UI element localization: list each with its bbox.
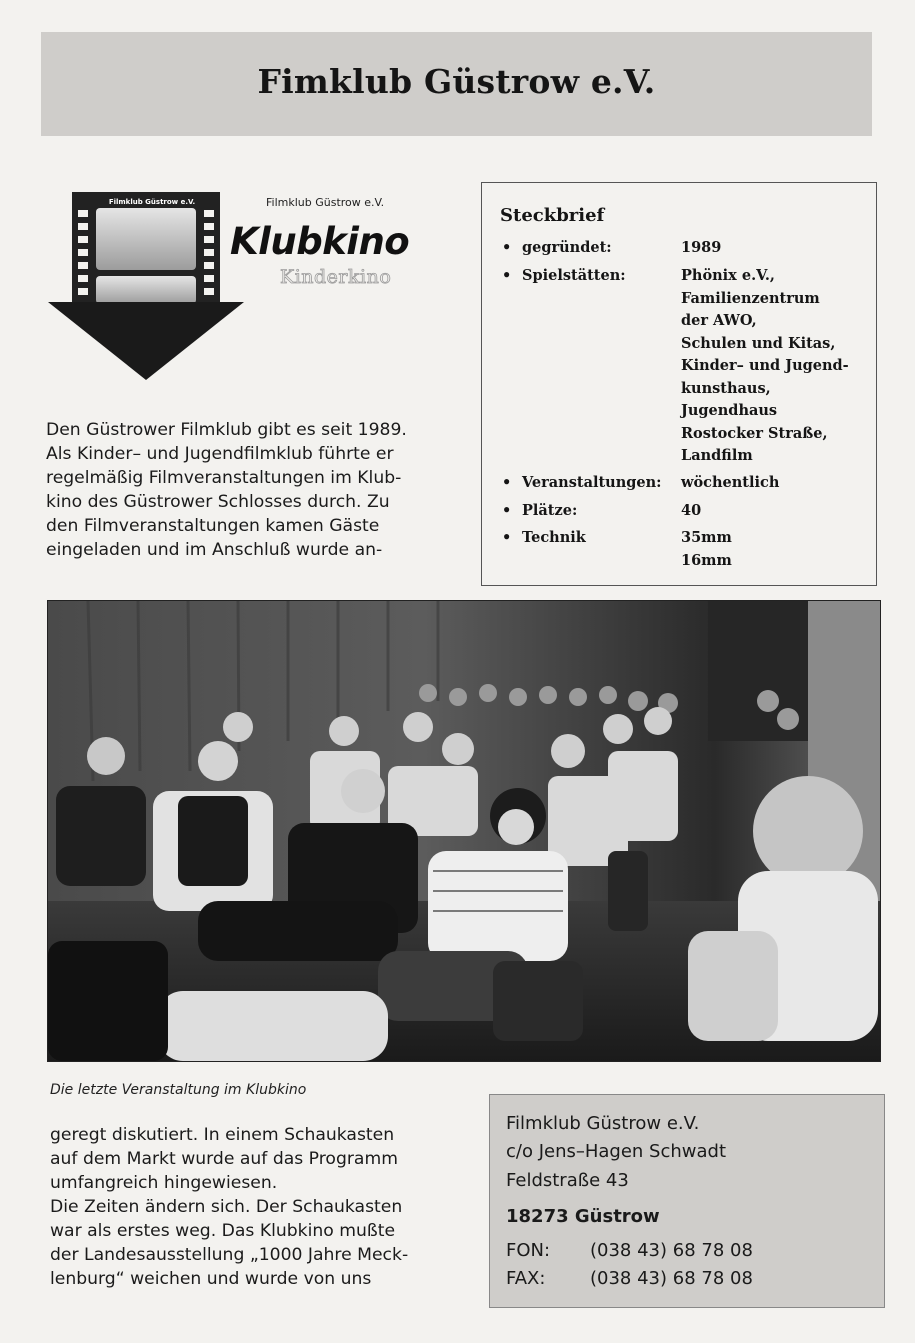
value-line: Landfilm	[681, 447, 753, 464]
value-line: Kinder– und Jugend-	[681, 357, 849, 374]
continuation-paragraph	[50, 1123, 475, 1291]
logo-subtitle: Kinderkino	[280, 266, 392, 288]
fon-label: FON:	[506, 1240, 551, 1261]
address-contact: c/o Jens–Hagen Schwadt	[506, 1141, 727, 1162]
value-line: kunsthaus,	[681, 379, 771, 397]
value-line: 16mm	[681, 551, 732, 569]
text-line: den Filmveranstaltungen kamen Gäste	[46, 516, 380, 536]
value-line: 1989	[681, 239, 722, 256]
text-line: geregt diskutiert. In einem Schaukasten	[50, 1125, 395, 1145]
address-fon	[506, 1240, 866, 1261]
fon-number: (038 43) 68 78 08	[590, 1240, 753, 1261]
logo-main-title: Klubkino	[230, 220, 410, 263]
address-name: Filmklub Güstrow e.V.	[506, 1113, 700, 1134]
bullet-icon: •	[502, 502, 512, 519]
text-line: der Landesausstellung „1000 Jahre Meck-	[50, 1245, 409, 1265]
steckbrief-value	[681, 527, 881, 572]
text-line: regelmäßig Filmveranstaltungen im Klub-	[46, 468, 402, 488]
steckbrief-key: Plätze:	[522, 502, 578, 519]
steckbrief-key: gegründet:	[522, 239, 612, 256]
bullet-icon: •	[502, 529, 512, 546]
text-line: kino des Güstrower Schlosses durch. Zu	[46, 492, 390, 512]
fax-label: FAX:	[506, 1268, 546, 1289]
address-fax	[506, 1268, 866, 1289]
value-line: Phönix e.V.,	[681, 267, 775, 284]
value-line: Familienzentrum	[681, 289, 820, 307]
steckbrief-value	[681, 265, 881, 468]
text-line: Die Zeiten ändern sich. Der Schaukasten	[50, 1197, 403, 1217]
steckbrief-value	[681, 472, 881, 495]
steckbrief-value	[681, 500, 881, 523]
text-line: auf dem Markt wurde auf das Programm	[50, 1149, 398, 1169]
logo-small-title: Filmklub Güstrow e.V.	[266, 196, 385, 209]
address-street: Feldstraße 43	[506, 1170, 629, 1191]
text-line: Den Güstrower Filmklub gibt es seit 1989.	[46, 420, 407, 440]
text-line: eingeladen und im Anschluß wurde an-	[46, 540, 383, 560]
fax-number: (038 43) 68 78 08	[590, 1268, 753, 1289]
header-banner	[41, 32, 872, 136]
bullet-icon: •	[502, 267, 512, 284]
value-line: 35mm	[681, 529, 732, 546]
page-title: Fimklub Güstrow e.V.	[257, 62, 656, 101]
steckbrief-title: Steckbrief	[500, 205, 605, 226]
photo-caption: Die letzte Veranstaltung im Klubkino	[50, 1082, 307, 1098]
steckbrief-key: Spielstätten:	[522, 267, 626, 284]
value-line: der AWO,	[681, 312, 757, 329]
steckbrief-key: Veranstaltungen:	[522, 474, 662, 491]
value-line: wöchentlich	[681, 474, 780, 491]
text-line: war als erstes weg. Das Klubkino mußte	[50, 1221, 396, 1241]
text-line: lenburg“ weichen und wurde von uns	[50, 1269, 372, 1289]
logo-film-label: Filmklub Güstrow e.V.	[108, 198, 196, 206]
bullet-icon: •	[502, 239, 512, 256]
value-line: Schulen und Kitas,	[681, 334, 836, 352]
address-box	[489, 1094, 885, 1308]
audience-photo	[47, 600, 881, 1062]
intro-paragraph	[46, 418, 442, 562]
bullet-icon: •	[502, 474, 512, 491]
film-strip-arrow-icon	[48, 190, 248, 385]
address-city: 18273 Güstrow	[506, 1206, 660, 1227]
steckbrief-box	[481, 182, 877, 586]
text-line: Als Kinder– und Jugendfilmklub führte er	[46, 444, 394, 464]
value-line: Jugendhaus	[681, 402, 778, 419]
klubkino-logo	[48, 190, 448, 390]
text-line: umfangreich hingewiesen.	[50, 1173, 278, 1193]
steckbrief-value	[681, 237, 881, 260]
photo-image	[48, 601, 881, 1062]
value-line: 40	[681, 502, 702, 519]
value-line: Rostocker Straße,	[681, 424, 828, 442]
steckbrief-key: Technik	[522, 529, 586, 546]
